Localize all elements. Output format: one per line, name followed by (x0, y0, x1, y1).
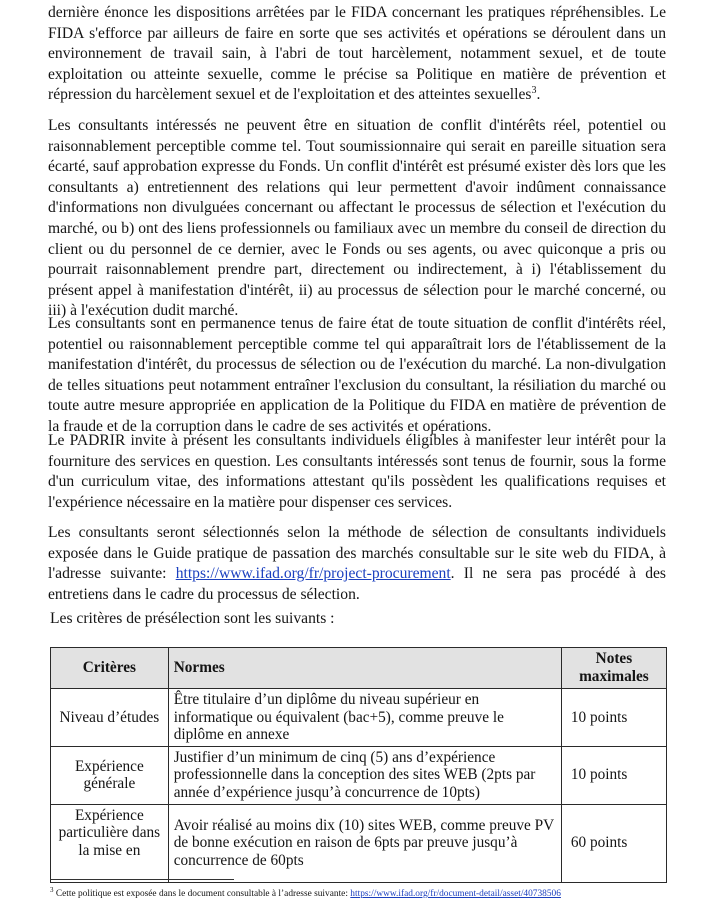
paragraph-padrir-invitation: Le PADRIR invite à présent les consultants individuels éligibles à manifester leur intérêt pour la fourniture des services en question. Les consultants intéressés sont tenus de fournir, sous la forme d'un curriculum vitae, des informations attestant qu'ils possèdent les qualifications requises et l'expérience nécessaire en la matière pour dispenser ces services. (48, 432, 666, 511)
cell-critere: Expérience générale (51, 746, 169, 804)
table-header-row (51, 648, 667, 689)
cell-note: 60 points (561, 804, 666, 882)
footnote-link[interactable]: https://www.ifad.org/fr/document-detail/asset/40738506 (350, 889, 561, 900)
paragraph-sexual-harassment-policy (48, 3, 666, 106)
paragraph-text: Les consultants seront sélectionnés selon la méthode de sélection de consultants individuels exposée dans le Guide pratique de passation des marchés consultable sur le site web du FIDA, à l'adresse suivante: (48, 524, 666, 583)
paragraph-text: dernière énonce les dispositions arrêtées par le FIDA concernant les pratiques répréhensibles. Le FIDA s'efforce par ailleurs de faire en sorte que ses activités et opérations se déroulent dans un environnement de travail sain, à l'abri de tout harcèlement, notamment sexuel, et de toute exploitation ou atteinte sexuelle, comme le précise sa Politique en matière de prévention et répression du harcèlement sexuel et de l'exploitation et des atteintes sexuelles (48, 4, 666, 104)
cell-note: 10 points (561, 689, 666, 747)
table-row (51, 804, 667, 882)
cell-note: 10 points (561, 746, 666, 804)
paragraph-selection-method (48, 523, 666, 605)
footnote-separator (50, 879, 234, 880)
cell-critere: Expérience particulière dans la mise en (51, 804, 169, 882)
footnote-number: 3 (50, 886, 54, 894)
footnote-text: Cette politique est exposée dans le document consultable à l’adresse suivante: (55, 889, 351, 900)
cell-norme: Avoir réalisé au moins dix (10) sites WEB, comme preuve PV de bonne exécution en raison de 6pts par preuve jusqu’à concurrence de 60pts (168, 804, 561, 882)
cell-critere: Niveau d’études (51, 689, 169, 747)
footnote-reference[interactable]: 3 (531, 85, 537, 97)
preselection-intro: Les critères de présélection sont les suivants : (50, 610, 335, 627)
paragraph-disclosure-obligation: Les consultants sont en permanence tenus de faire état de toute situation de conflit d'intérêts réel, potentiel ou raisonnablement perceptible comme tel qui apparaîtrait lors de l'établissement de la manifestation d'intérêt, du processus de sélection ou de l'exécution du marché. La non-divulgation de telles situations peut notamment entraîner l'exclusion du consultant, la résiliation du marché ou toute autre mesure appropriée en application de la Politique du FIDA en matière de prévention de la fraude et de la corruption dans le cadre de ses activités et opérations. (48, 315, 666, 435)
cell-norme: Être titulaire d’un diplôme du niveau supérieur en informatique ou équivalent (bac+5), comme preuve le diplôme en annexe (168, 689, 561, 747)
cell-norme: Justifier d’un minimum de cinq (5) ans d’expérience professionnelle dans la conception des sites WEB (2pts par année d’expérience jusqu’à concurrence de 10pts) (168, 746, 561, 804)
table-row (51, 746, 667, 804)
header-criteres: Critères (51, 648, 169, 689)
table-row (51, 689, 667, 747)
header-notes-maximales: Notes maximales (561, 648, 666, 689)
header-normes: Normes (168, 648, 561, 689)
paragraph-conflict-of-interest: Les consultants intéressés ne peuvent être en situation de conflit d'intérêts réel, potentiel ou raisonnablement perceptible comme tel. Tout soumissionnaire qui serait en pareille situation sera écarté, sauf approbation expresse du Fonds. Un conflit d'intérêt est présumé exister dès lors que les consultants a) entretiennent des relations qui leur permettent d'avoir indûment connaissance d'informations non divulguées concernant ou affectant le processus de sélection et l'exécution du marché, ou b) ont des liens professionnels ou familiaux avec un membre du conseil de direction du client ou du personnel de ce dernier, avec le Fonds ou ses agents, ou avec quiconque a pris ou pourrait raisonnablement prendre part, directement ou indirectement, à i) l'établissement du présent appel à manifestation d'intérêt, ii) au processus de sélection pour le marché concerné, ou iii) à l'exécution dudit marché. (48, 117, 666, 320)
paragraph-end: . (536, 86, 541, 104)
procurement-link[interactable]: https://www.ifad.org/fr/project-procurement (175, 565, 451, 583)
paragraph-end: . Il ne sera pas procédé à des entretiens dans le cadre du processus de sélection. (48, 565, 666, 603)
footnote (50, 884, 670, 900)
criteria-table (50, 647, 667, 883)
